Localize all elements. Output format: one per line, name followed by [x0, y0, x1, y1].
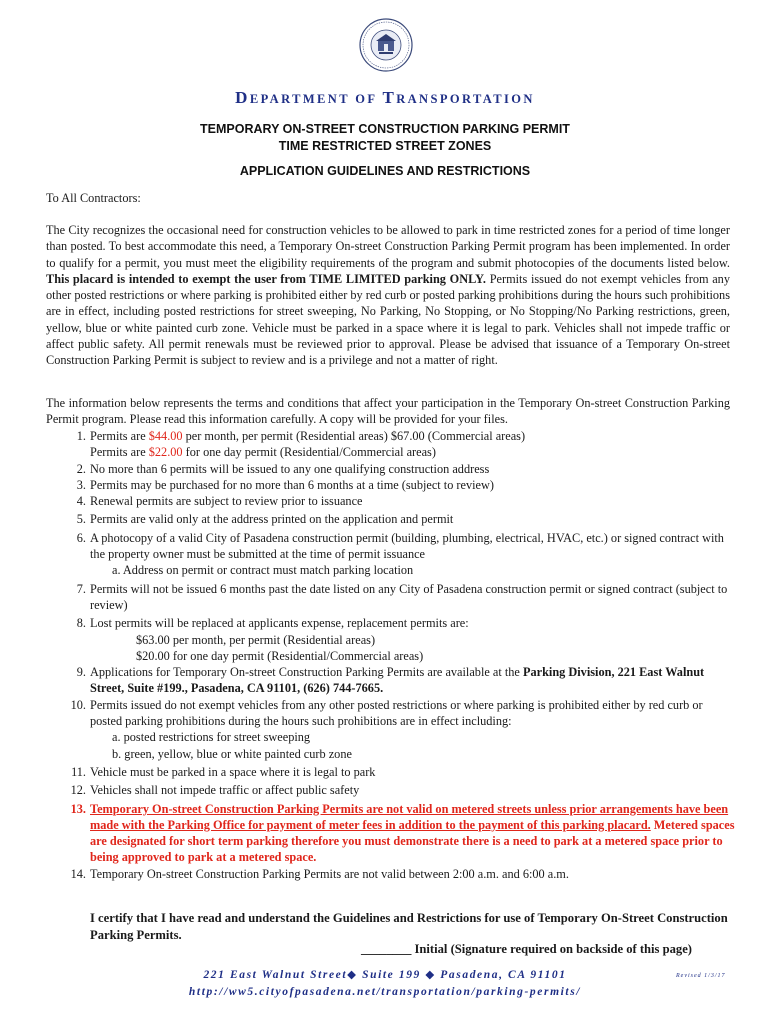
list-item: 14. Temporary On-street Construction Parking Permits are not valid between 2:00 a.m. and 6:00 a.m. [70, 866, 569, 881]
intro-text: The City recognizes the occasional need for construction vehicles to be allowed to park in time restricted zones for a period of time longer than posted. To best accommodate this need, a Temporary On-street Construction Parking Permit program has been implemented. In order to qualify for a permit, you must meet the eligibility requirements of the program and submit photocopies of the documents listed below. [46, 223, 730, 270]
list-item: 7. Permits will not be issued 6 months past the date listed on any City of Pasadena construction permit or signed contract (subject to review) [76, 581, 728, 612]
revision-date: Revised 1/3/17 [676, 973, 726, 979]
city-seal-logo [359, 18, 413, 72]
price-monthly: $44.00 [148, 429, 183, 443]
list-item: 5. Permits are valid only at the address printed on the application and permit [76, 512, 454, 527]
footer-url[interactable]: http://ww5.cityofpasadena.net/transportation/parking-permits/ [188, 986, 582, 998]
permit-subtitle: TIME RESTRICTED STREET ZONES [278, 139, 492, 153]
parking-division-address: Parking Division, 221 East Walnut Street, Suite #199., Pasadena, CA 91101, (626) 744-7665. [90, 665, 705, 696]
list-item: 8. Lost permits will be replaced at applicants expense, replacement permits are: $63.00 per month, per permit (Residential areas) $20.00 for one day permit (Residential/Commercial areas) [76, 616, 469, 663]
intro-paragraph [46, 222, 730, 369]
department-heading: DEPARTMENT OF TRANSPORTATION [235, 88, 535, 107]
list-item: 3. Permits may be purchased for no more than 6 months at a time (subject to review) [76, 477, 494, 492]
salutation: To All Contractors: [46, 191, 141, 205]
info-paragraph: The information below represents the terms and conditions that affect your participation in the Temporary On-street Construction Parking Permit program. Please read this information carefully. A copy will be provided for your files. [46, 396, 730, 427]
price-daily: $22.00 [148, 445, 183, 460]
sub-item: a. Address on permit or contract must match parking location [112, 563, 414, 578]
list-item: 9. Applications for Temporary On-street Construction Parking Permits are available at the Parking Division, 221 East Walnut Street, Suite #199., Pasadena, CA 91101, (626) 744-7665. [76, 665, 705, 696]
guidelines-heading: APPLICATION GUIDELINES AND RESTRICTIONS [239, 164, 531, 178]
list-item: 6. A photocopy of a valid City of Pasadena construction permit (building, plumbing, electrical, HVAC, etc.) or signed contract with the property owner must be submitted at the time of permit issuance a. Address on permit or contract must match parking location [46, 530, 736, 579]
list-item: 4. Renewal permits are subject to review prior to issuance [76, 494, 363, 509]
intro-bold-notice: This placard is intended to exempt the user from TIME LIMITED parking ONLY. [46, 271, 486, 286]
terms-list [46, 428, 736, 882]
footer-address: 221 East Walnut Street◆ Suite 199 ◆ Pasadena, CA 91101 [203, 969, 567, 981]
intro-text-continued: Permits issued do not exempt vehicles from any other posted restrictions or where parking is prohibited either by red curb or posted parking prohibitions during the hours such prohibitions are in effect, including posted restrictions for street sweeping, No Parking, No Stopping, or No Stopping/No Parking restrictions, green, yellow, blue or white painted curb zone. Vehicle must be parked in a space where it is legal to park. Vehicles shall not impede traffic or affect public safety. All permit renewals must be reviewed prior to approval. Please be advised that issuance of a Temporary On-street Construction Parking Permit is subject to review and is a privilege and not a matter of right. [46, 271, 730, 368]
permit-title: TEMPORARY ON-STREET CONSTRUCTION PARKING PERMIT [200, 122, 570, 136]
list-item-metered-warning: 13. Temporary On-street Construction Parking Permits are not valid on metered streets unless prior arrangements have been made with the Parking Office for payment of meter fees in addition to the payment of this parking placard. Metered spaces are designated for short term parking therefore you must demonstrate there is a need to park at a metered space prior to being approved to park at a metered space. [70, 801, 735, 865]
list-item: 1. Permits are $44.00 per month, per permit (Residential areas) $67.00 (Commercial areas) Permits are $22.00 for one day permit (Residential/Commercial areas) [76, 429, 526, 460]
list-item: 11. Vehicle must be parked in a space where it is legal to park [71, 764, 376, 779]
list-item: 12. Vehicles shall not impede traffic or affect public safety [70, 783, 360, 798]
list-item: 2. No more than 6 permits will be issued to any one qualifying construction address [76, 461, 490, 476]
initial-line: ________ Initial (Signature required on backside of this page) [361, 942, 692, 956]
certification-statement: I certify that I have read and understand the Guidelines and Restrictions for use of Temporary On-Street Construction Parking Permits. [90, 911, 728, 942]
footer [0, 967, 770, 1001]
list-item: 10. Permits issued do not exempt vehicles from any other posted restrictions or where parking is prohibited either by red curb or posted parking prohibitions during the hours such prohibitions are in effect including: a. posted restrictions for street sweeping b. green, yellow, blue or white painted curb zone [70, 697, 703, 761]
